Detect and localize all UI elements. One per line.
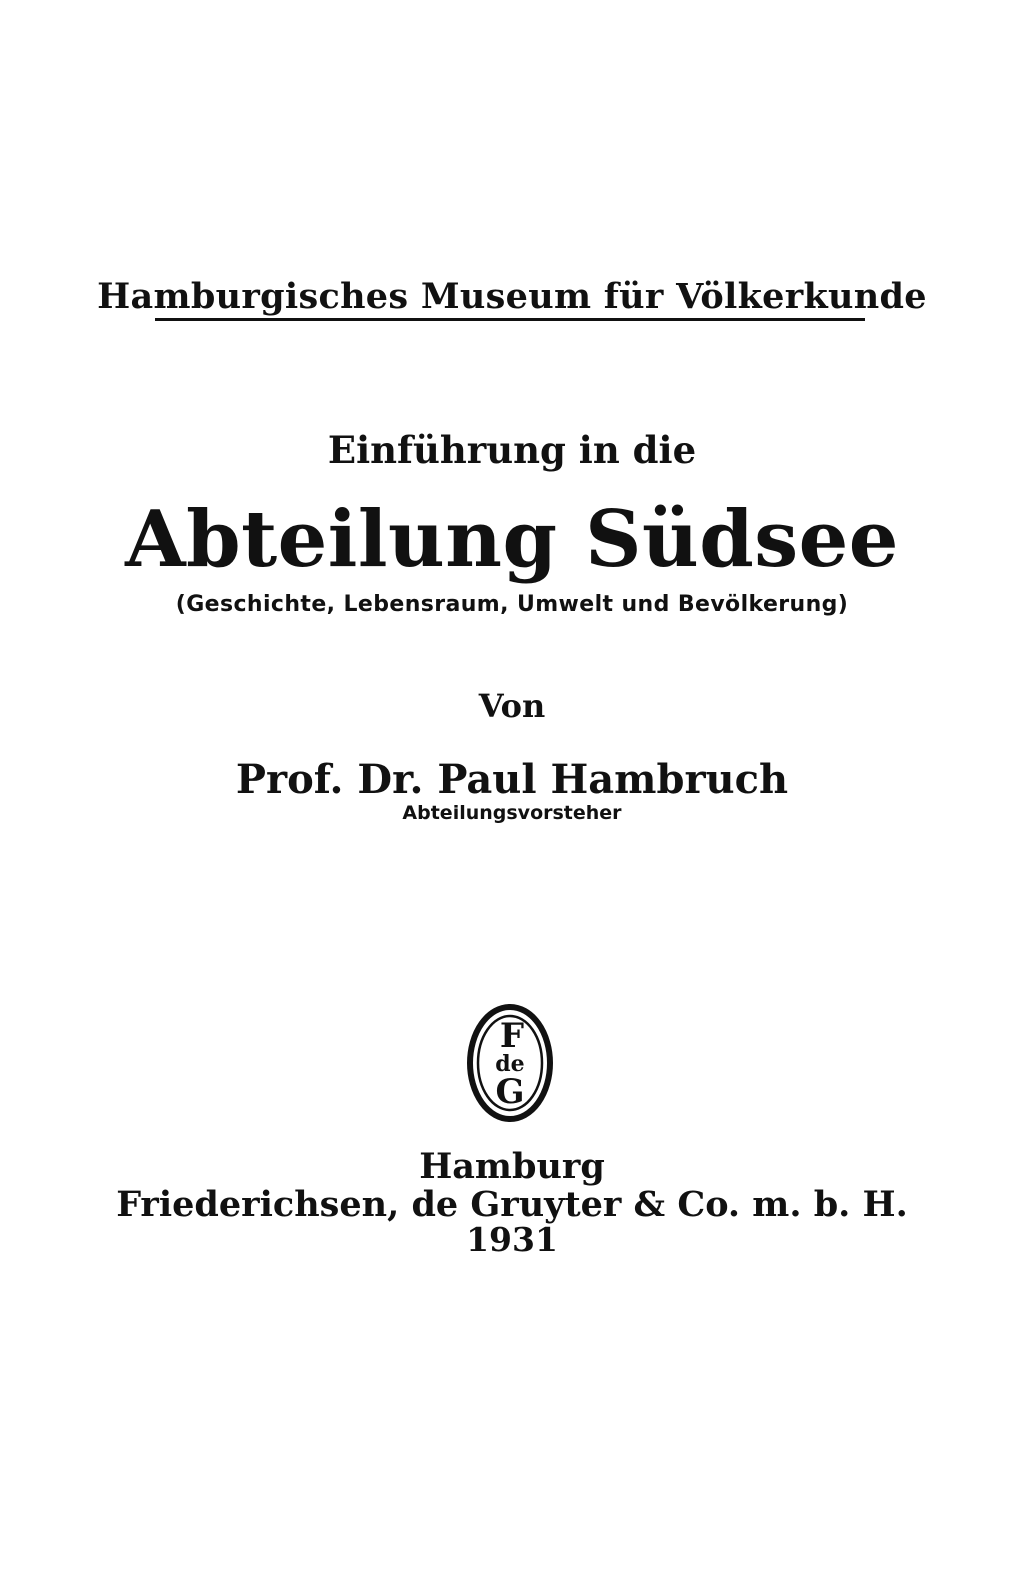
imprint-publisher: Friederichsen, de Gruyter & Co. m. b. H. (116, 1184, 908, 1225)
main-title: Abteilung Südsee (125, 494, 899, 585)
imprint-city: Hamburg (419, 1146, 605, 1187)
header-rule (155, 318, 865, 321)
svg-text:F: F (499, 1016, 525, 1056)
svg-text:de: de (495, 1051, 525, 1077)
author-role: Abteilungsvorsteher (402, 802, 622, 824)
svg-text:G: G (495, 1072, 525, 1112)
publisher-monogram-logo (466, 1003, 554, 1123)
author-by-label: Von (478, 687, 546, 725)
author-name: Prof. Dr. Paul Hambruch (235, 756, 789, 803)
institution-header: Hamburgisches Museum für Völkerkunde (97, 276, 927, 317)
subtitle: (Geschichte, Lebensraum, Umwelt und Bevölkerung) (175, 592, 849, 617)
imprint-year: 1931 (466, 1220, 558, 1259)
title-intro: Einführung in die (327, 428, 697, 472)
